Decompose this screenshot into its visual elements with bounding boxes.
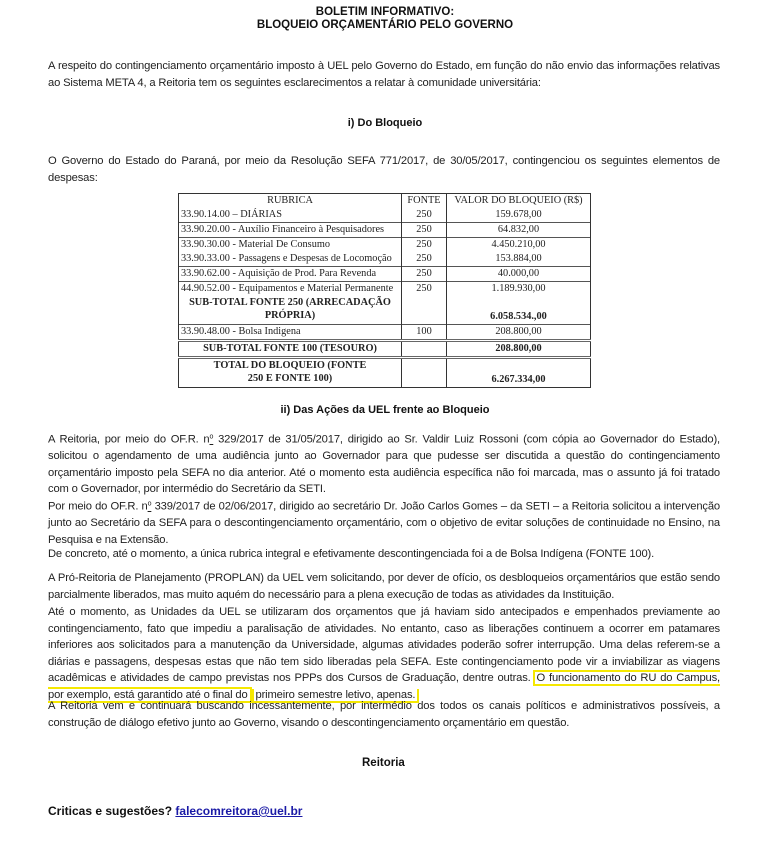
table-row [179,325,591,341]
cell-rubrica: 33.90.30.00 - Material De Consumo [179,238,402,253]
acoes-paragraph-6: A Reitoria vem e continuará buscando incessantemente, por intermédio dos todos os canais políticos e administrativos possíveis, a construção de diálogo efetivo junto ao Governo, visando o descontingenciamento orçamentário em questão. [48,700,720,729]
cell-rubrica: 33.90.48.00 - Bolsa Indigena [179,325,402,341]
cell-fonte: 250 [402,208,447,223]
acoes-paragraph-1: A Reitoria, por meio do OF.R. $n^o$ 329/2017 de 31/05/2017, dirigido ao Sr. Valdir Luiz Rossoni (com cópia ao Governador do Estado), solicitou o agendamento de uma audiência junto ao Governador para que pudesse ser discutida a questão do contingenciamento orçamentário imposto pela SEFA no dia anterior. Até o momento esta audiência específica não foi marcada, mas o assunto já foi tratado com o Governador, por intermédio do Secretário da SETI. [48,433,721,496]
total-row [179,358,591,388]
cell-valor: 6.267.334,00 [447,358,591,388]
bloqueio-paragraph: O Governo do Estado do Paraná, por meio da Resolução SEFA 771/2017, de 30/05/2017, contingenciou os seguintes elementos de despesas: [48,155,720,184]
cell-valor: 208.800,00 [447,341,591,358]
intro-paragraph: A respeito do contingenciamento orçamentário imposto à UEL pelo Governo do Estado, em função do não envio das informações relativas ao Sistema META 4, a Reitoria tem os seguintes esclarecimentos a relatar à comunidade universitária: [48,60,720,89]
cell-rubrica: SUB-TOTAL FONTE 100 (TESOURO) [179,341,402,358]
cell-rubrica: 44.90.52.00 - Equipamentos e Material Permanente [179,282,402,297]
cell-fonte: 250 [402,223,447,238]
table-header-row [179,194,591,209]
bulletin-title-line2: BLOQUEIO ORÇAMENTÁRIO PELO GOVERNO [256,19,514,31]
cell-rubrica: 33.90.14.00 – DIÁRIAS [179,208,402,223]
subtotal-row-fonte-250 [179,296,591,325]
section-heading-bloqueio: i) Do Bloqueio [347,117,423,129]
cell-valor: 40.000,00 [447,267,591,282]
feedback-footer [48,804,302,818]
feedback-label: Criticas e sugestões? [48,804,173,818]
acoes-paragraph-2: Por meio do OF.R. $n^o$ 339/2017 de 02/06/2017, dirigido ao secretário Dr. João Carlos Gomes – da SETI – a Reitoria solicitou a intervenção junto ao Secretário da SEFA para o descontingenciamento orçamentário, com o objetivo de evitar soluções de continuidade no Ensino, na Pesquisa e na Extensão. [48,500,720,546]
cell-fonte: 100 [402,325,447,341]
cell-valor: 1.189.930,00 [447,282,591,297]
acoes-paragraph-4: A Pró-Reitoria de Planejamento (PROPLAN) da UEL vem solicitando, por dever de ofício, os desbloqueios orçamentários que estão sendo parcialmente liberados, mas muito aquém do necessário para a plena execução de todas as atividades da Instituição. [48,572,720,601]
cell-valor: 64.832,00 [447,223,591,238]
cell-fonte [402,358,447,388]
cell-valor: 6.058.534.,00 [447,296,591,325]
cell-fonte [402,341,447,358]
cell-valor: 159.678,00 [447,208,591,223]
header-valor: VALOR DO BLOQUEIO (R$) [447,194,591,209]
acoes-paragraph-5: Até o momento, as Unidades da UEL se utilizaram dos orçamentos que já haviam sido antecipados e empenhados previamente ao contingenciamento, fato que impediu a paralisação de atividades. No entanto, caso as liberações continuem a ocorrer em patamares inferiores aos solicitados para a manutenção da Universidade, algumas atividades poderão sofrer interrupção. Uma delas referem-se a diárias e passagens, despesas estas que não tem sido liberadas pela SEFA. Este contingenciamento pode vir a inviabilizar as viagens acadêmicas e atividades de campo previstas nos PPPs dos Cursos de Graduação, dentre outras. O funcionamento do RU do Campus, por exemplo, está garantido até o final do primeiro semestre letivo, apenas. [48,606,720,701]
feedback-email-link[interactable]: falecomreitora@uel.br [175,804,303,818]
cell-rubrica: TOTAL DO BLOQUEIO (FONTE 250 E FONTE 100) [179,358,402,388]
cell-rubrica: 33.90.33.00 - Passagens e Despesas de Locomoção [179,252,402,267]
signature-reitoria: Reitoria [362,757,405,769]
table-row [179,267,591,282]
header-fonte: FONTE [402,194,447,209]
table-row [179,282,591,297]
table-row [179,208,591,223]
table-row [179,252,591,267]
cell-fonte [402,296,447,325]
bulletin-title-line1: BOLETIM INFORMATIVO: [315,6,455,18]
header-rubrica: RUBRICA [179,194,402,209]
acoes-paragraph-3: De concreto, até o momento, a única rubrica integral e efetivamente descontingenciada foi a de Bolsa Indígena (FONTE 100). [48,548,655,560]
subtotal-row-fonte-100 [179,341,591,358]
cell-rubrica: 33.90.20.00 - Auxílio Financeiro à Pesquisadores [179,223,402,238]
table-row [179,223,591,238]
budget-block-table [178,193,591,388]
cell-fonte: 250 [402,267,447,282]
cell-valor: 4.450.210,00 [447,238,591,253]
table-row [179,238,591,253]
cell-rubrica: SUB-TOTAL FONTE 250 (ARRECADAÇÃO PRÓPRIA) [179,296,402,325]
cell-fonte: 250 [402,252,447,267]
cell-fonte: 250 [402,282,447,297]
section-heading-acoes: ii) Das Ações da UEL frente ao Bloqueio [280,404,490,416]
highlighted-text-ru-campus: O funcionamento do RU do Campus, por exemplo, está garantido até o final do [48,672,720,701]
cell-rubrica: 33.90.62.00 - Aquisição de Prod. Para Revenda [179,267,402,282]
cell-valor: 153.884,00 [447,252,591,267]
cell-fonte: 250 [402,238,447,253]
highlighted-text-ru-campus-cont: primeiro semestre letivo, apenas. [252,689,420,703]
cell-valor: 208.800,00 [447,325,591,341]
